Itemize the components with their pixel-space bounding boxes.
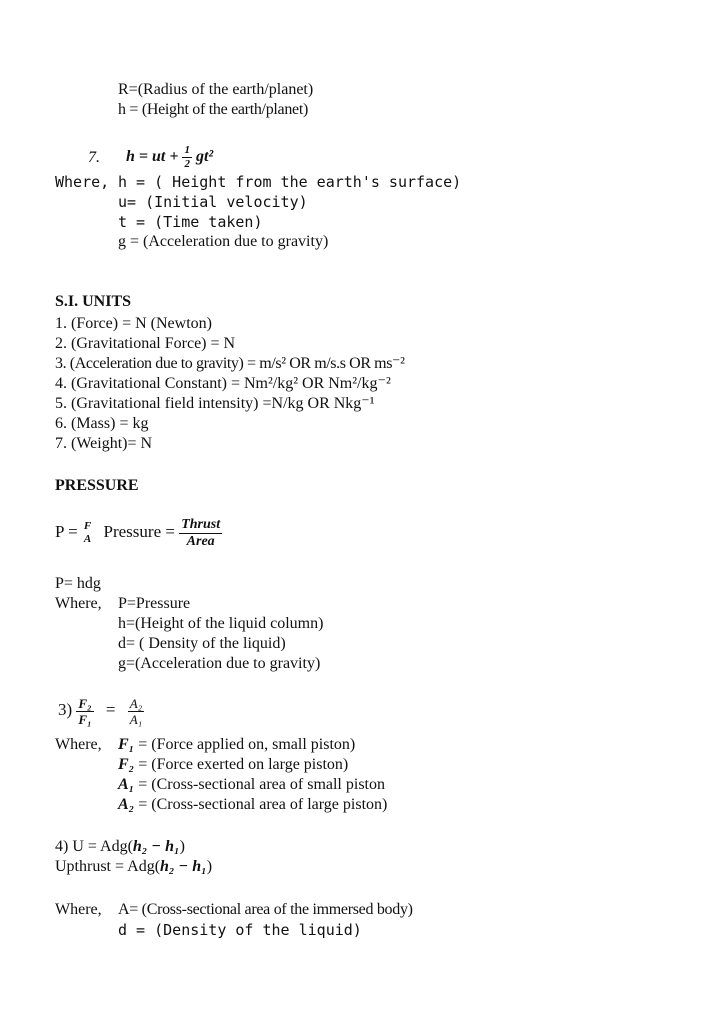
equation-3-f2-definition: = (Force exerted on large piston) — [138, 756, 349, 773]
pressure-p-label: P = — [55, 522, 78, 541]
equation-3-f2-line — [118, 755, 348, 775]
equation-4-a-def: A= (Cross-sectional area of the immersed body) — [118, 901, 413, 918]
equation-7-u-def: u= (Initial velocity) — [118, 193, 308, 211]
si-unit-item: 7. (Weight)= N — [55, 435, 153, 452]
equation-3-number: 3) — [58, 700, 73, 719]
equation-4-where: Where, — [55, 901, 102, 918]
equation-3-equals: = — [105, 700, 116, 719]
equation-3-a1-definition: = (Cross-sectional area of small piston — [138, 776, 385, 793]
pressure-hdg: P= hdg — [55, 575, 101, 592]
equation-7-half-den: 2 — [184, 157, 190, 170]
equation-3-a2-definition: = (Cross-sectional area of large piston) — [138, 796, 388, 813]
si-units-heading: S.I. UNITS — [55, 293, 132, 310]
pressure-thrust: Thrust — [181, 516, 221, 532]
equation-3-rhs — [128, 697, 144, 726]
pressure-h-def: h=(Height of the liquid column) — [118, 615, 324, 632]
equation-4-upthrust-expr: h₂ − h₁ — [160, 858, 207, 875]
equation-4-line-2 — [55, 857, 212, 877]
radius-definition: R=(Radius of the earth/planet) — [118, 81, 314, 98]
equation-3-lhs — [76, 697, 93, 726]
equation-3-f1-definition: = (Force applied on, small piston) — [138, 736, 356, 753]
equation-3-where: Where, — [55, 736, 102, 753]
pressure-heading: PRESSURE — [55, 477, 139, 494]
equation-3-a1-symbol: A₁ — [118, 776, 135, 793]
equation-3-f2-symbol: F₂ — [118, 756, 135, 773]
si-unit-item: 6. (Mass) = kg — [55, 415, 149, 432]
pressure-word-label: Pressure = — [103, 522, 175, 541]
equation-7-t-def: t = (Time taken) — [118, 213, 263, 231]
equation-7-g-def: g = (Acceleration due to gravity) — [118, 233, 329, 250]
equation-3-a1-line — [118, 775, 385, 795]
pressure-formula — [55, 512, 222, 552]
si-unit-item: 1. (Force) = N (Newton) — [55, 315, 212, 332]
height-definition: h = (Height of the earth/planet) — [118, 101, 309, 118]
equation-4-u-close: ) — [179, 838, 185, 855]
equation-7-number: 7. — [88, 149, 100, 166]
equation-3-f1-line — [118, 735, 355, 755]
pressure-d-def: d= ( Density of the liquid) — [118, 635, 286, 652]
pressure-f-over-a — [82, 521, 93, 545]
equation-3-a2: A₂ — [129, 695, 143, 711]
equation-7-formula — [126, 140, 213, 174]
si-unit-item: 4. (Gravitational Constant) = Nm²/kg² OR Nm²/kg⁻² — [55, 375, 391, 392]
pressure-f: F — [83, 520, 92, 533]
equation-7-h-def: h = ( Height from the earth's surface) — [118, 173, 462, 191]
equation-4-line-1 — [55, 837, 185, 857]
equation-4-upthrust-prefix: Upthrust = Adg( — [55, 858, 161, 875]
pressure-p-def: P=Pressure — [118, 595, 191, 612]
si-unit-item: 3. (Acceleration due to gravity) = m/s² OR m/s.s OR ms⁻² — [55, 355, 405, 372]
pressure-area: Area — [186, 533, 215, 549]
equation-4-u-prefix: 4) U = Adg( — [55, 838, 133, 855]
equation-4-u-expr: h₂ − h₁ — [132, 838, 180, 855]
equation-3-f1-symbol: F₁ — [118, 736, 135, 753]
pressure-a: A — [83, 533, 92, 546]
equation-3-f1: F₁ — [78, 711, 92, 727]
pressure-thrust-over-area — [179, 518, 222, 549]
equation-4-d-def: d = (Density of the liquid) — [118, 921, 362, 939]
equation-7-where: Where, — [55, 173, 110, 191]
pressure-g-def: g=(Acceleration due to gravity) — [118, 655, 321, 672]
si-unit-item: 2. (Gravitational Force) = N — [55, 335, 236, 352]
pressure-where: Where, — [55, 595, 102, 612]
equation-3-a2-symbol: A₂ — [118, 796, 135, 813]
equation-3-a1: A₁ — [129, 711, 143, 727]
equation-7-lhs: h = ut + — [126, 148, 179, 165]
equation-3-formula — [58, 688, 144, 732]
equation-7-half — [182, 145, 192, 170]
equation-4-upthrust-close: ) — [206, 858, 213, 875]
equation-7-rhs: gt² — [195, 148, 214, 165]
equation-7-half-num: 1 — [184, 143, 190, 156]
si-unit-item: 5. (Gravitational field intensity) =N/kg OR Nkg⁻¹ — [55, 395, 375, 412]
equation-3-f2: F₂ — [78, 695, 92, 711]
equation-3-a2-line — [118, 795, 387, 815]
